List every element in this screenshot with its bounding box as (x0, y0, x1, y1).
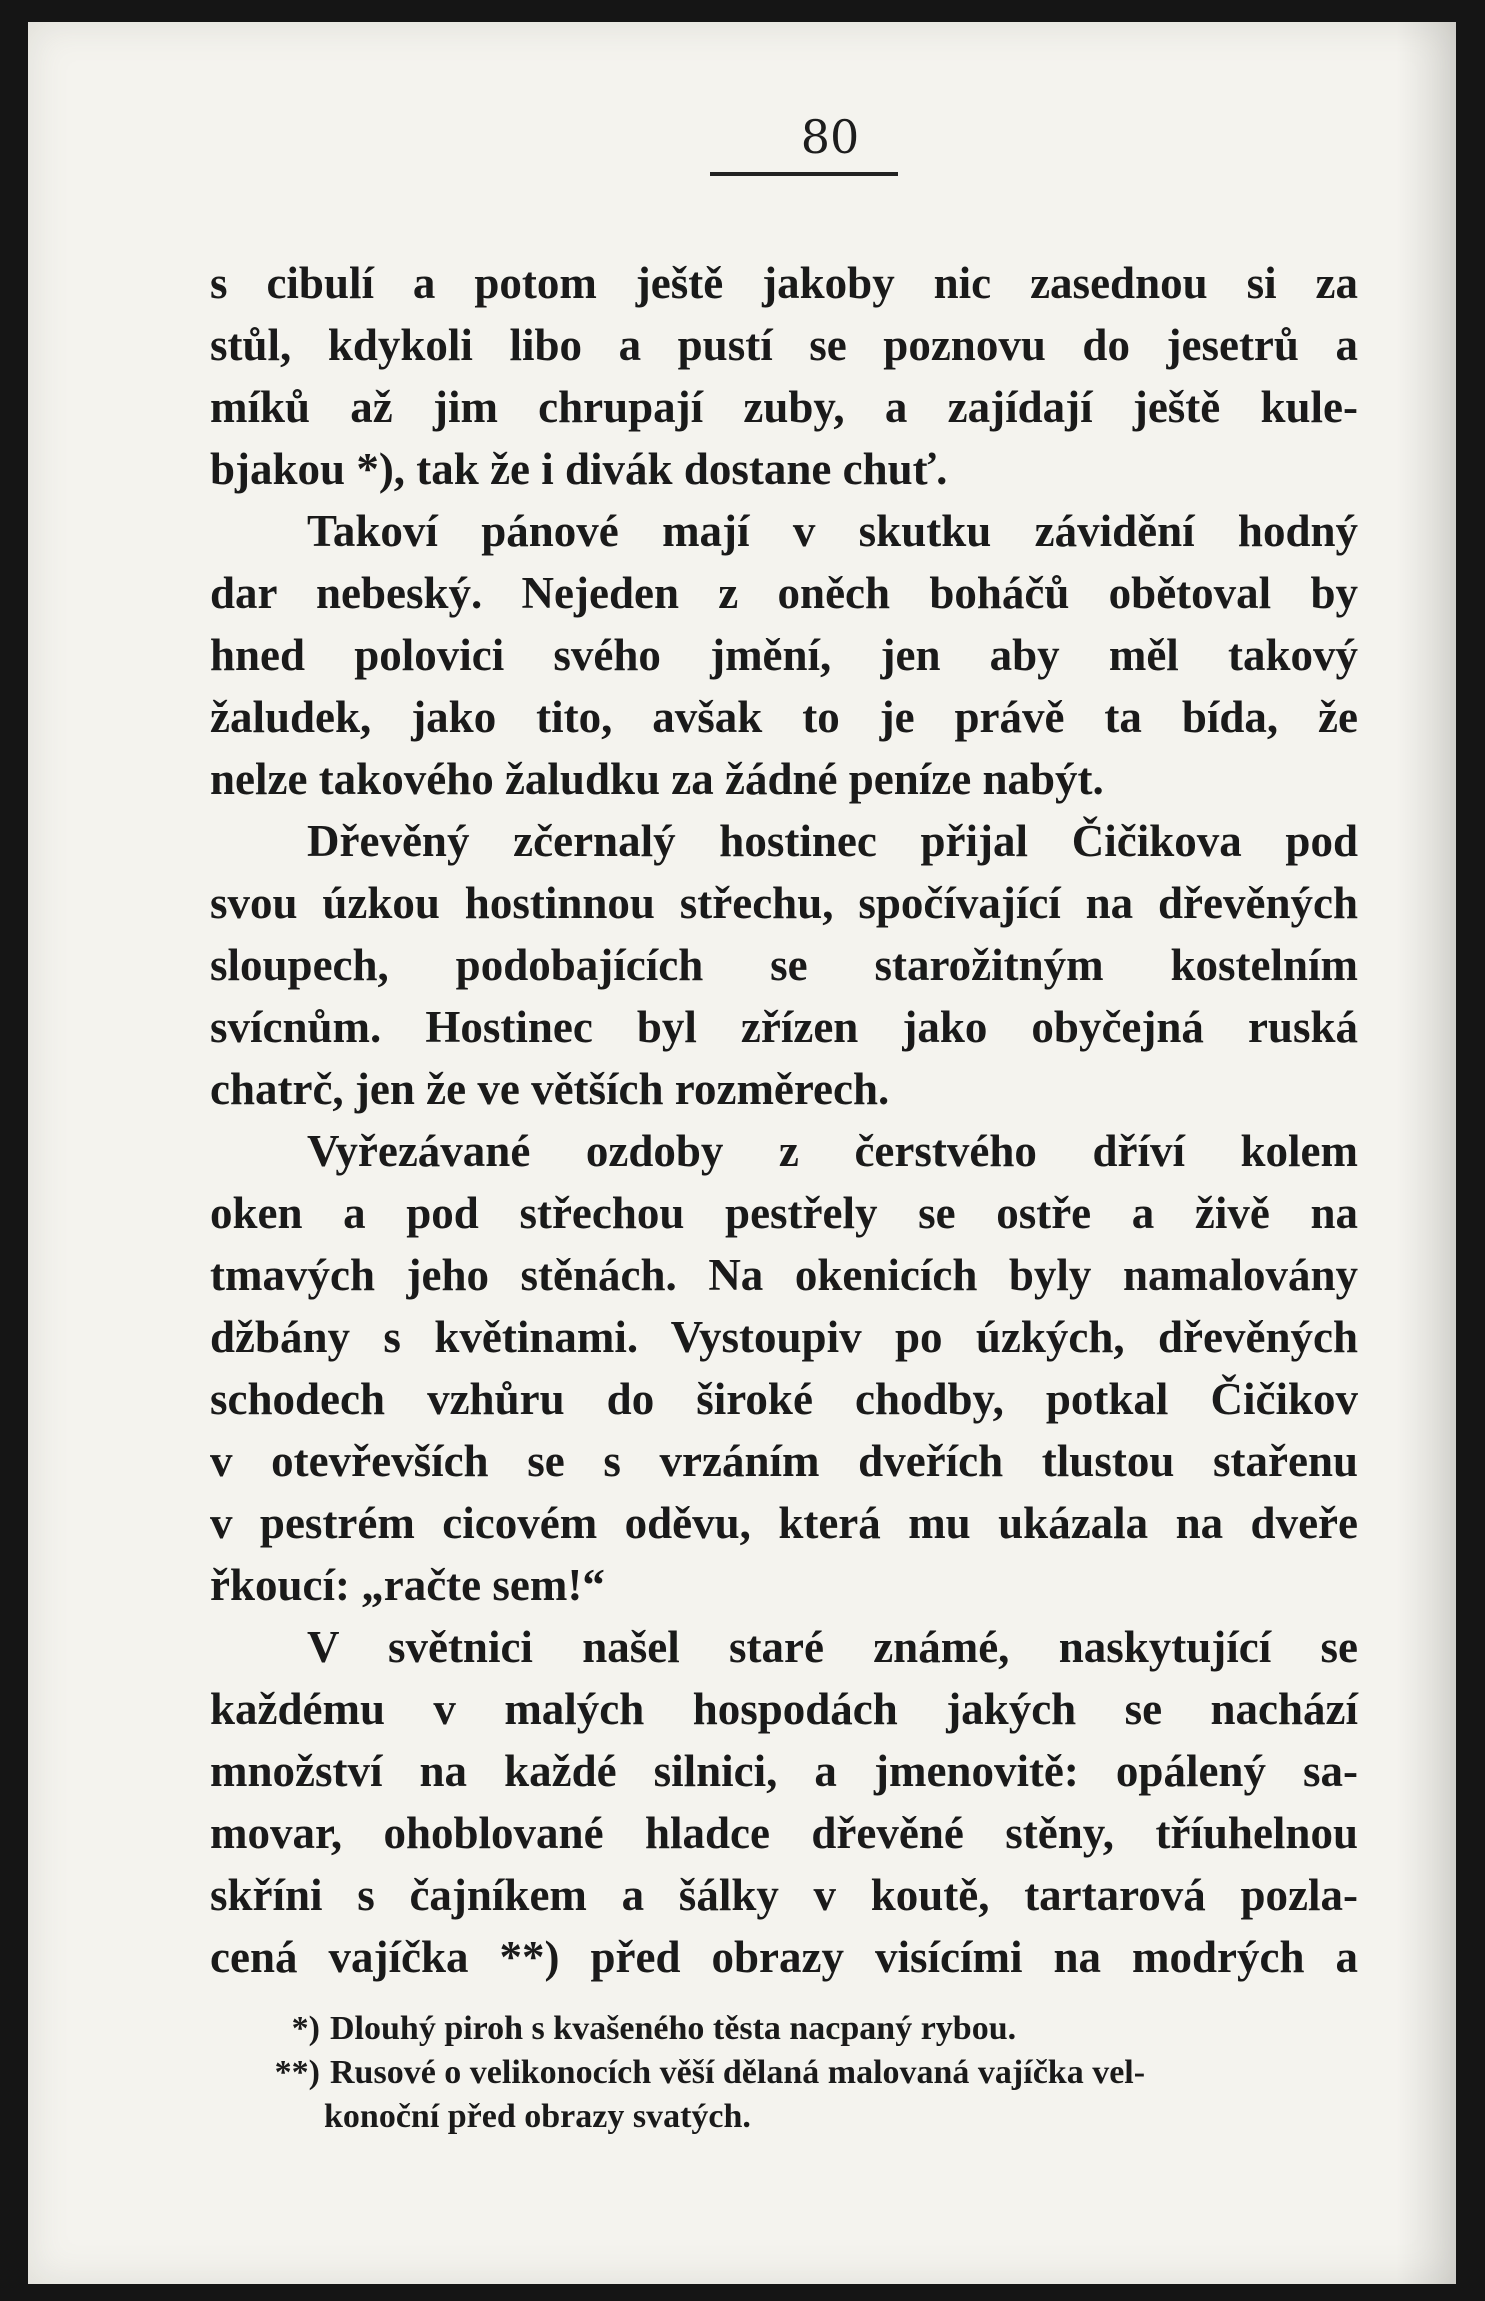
text-line: tmavých jeho stěnách. Na okenicích byly namalovány (210, 1250, 1358, 1300)
text-line: V světnici našel staré známé, naskytující se (307, 1622, 1358, 1672)
text-line: žaludek, jako tito, avšak to je právě ta bída, že (210, 692, 1358, 742)
text-line: svícnům. Hostinec byl zřízen jako obyčejná ruská (210, 1002, 1358, 1052)
footnote-text: Dlouhý piroh s kvašeného těsta nacpaný rybou. (330, 2010, 1017, 2047)
text-line: každému v malých hospodách jakých se nachází (210, 1684, 1358, 1734)
footnote-mark: *) (291, 2010, 320, 2047)
text-line: skříni s čajníkem a šálky v koutě, tartarová pozla- (210, 1870, 1358, 1920)
text-line: džbány s květinami. Vystoupiv po úzkých, dřevěných (210, 1312, 1358, 1362)
footnote-mark: **) (274, 2054, 320, 2091)
text-line: schodech vzhůru do široké chodby, potkal Čičikov (210, 1374, 1358, 1424)
text-line: stůl, kdykoli libo a pustí se poznovu do jesetrů a (210, 320, 1358, 370)
text-line: s cibulí a potom ještě jakoby nic zasednou si za (210, 258, 1358, 308)
footnote (258, 2007, 1358, 2051)
text-line: Vyřezávané ozdoby z čerstvého dříví kolem (307, 1126, 1358, 1176)
page-number: 80 (800, 110, 860, 164)
body-text (210, 252, 1358, 1988)
text-line: v otevřevších se s vrzáním dveřích tlustou stařenu (210, 1436, 1358, 1486)
page-number-rule (710, 172, 898, 176)
text-line: řkoucí: „račte sem!“ (210, 1560, 605, 1610)
page-gutter-shadow (1396, 22, 1456, 2284)
text-line: v pestrém cicovém oděvu, která mu ukázala na dveře (210, 1498, 1358, 1548)
text-line: Takoví pánové mají v skutku závidění hodný (307, 506, 1358, 556)
text-line: chatrč, jen že ve větších rozměrech. (210, 1064, 890, 1114)
text-line: míků až jim chrupají zuby, a zajídají ještě kule- (210, 382, 1358, 432)
text-line: movar, ohoblované hladce dřevěné stěny, tříuhelnou (210, 1808, 1358, 1858)
book-page (28, 22, 1456, 2284)
text-line: dar nebeský. Nejeden z oněch boháčů obětoval by (210, 568, 1358, 618)
footnotes (258, 2007, 1358, 2139)
text-line: množství na každé silnici, a jmenovitě: opálený sa- (210, 1746, 1358, 1796)
text-line: svou úzkou hostinnou střechu, spočívající na dřevěných (210, 878, 1358, 928)
text-line: bjakou *), tak že i divák dostane chuť. (210, 444, 948, 494)
text-line: nelze takového žaludku za žádné peníze nabýt. (210, 754, 1104, 804)
text-line: oken a pod střechou pestřely se ostře a živě na (210, 1188, 1358, 1238)
text-line: sloupech, podobajících se starožitným kostelním (210, 940, 1358, 990)
footnote-continuation: konoční před obrazy svatých. (324, 2098, 751, 2135)
text-line: cená vajíčka **) před obrazy visícími na modrých a (210, 1932, 1358, 1982)
text-line: hned polovici svého jmění, jen aby měl takový (210, 630, 1358, 680)
text-line: Dřevěný zčernalý hostinec přijal Čičikova pod (307, 816, 1358, 866)
footnote (258, 2051, 1358, 2095)
footnote-text: Rusové o velikonocích věší dělaná malovaná vajíčka vel- (330, 2054, 1146, 2091)
